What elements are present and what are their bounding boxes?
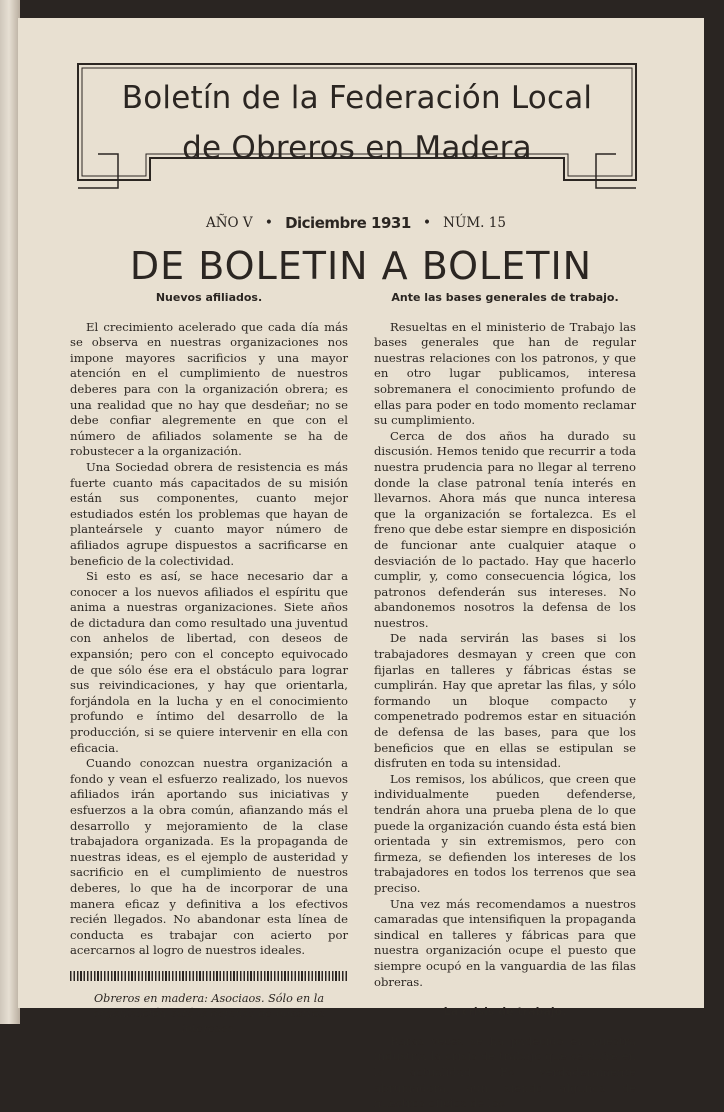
issue-number: NÚM. 15 [443,215,506,231]
main-headline: DE BOLETIN A BOLETIN [129,244,593,288]
article-paragraph: Cerca de dos años ha durado su discusión. Hemos tenido que recurrir a toda nuestra prudencia para no llegar al terreno donde la clase patronal tenía interés en llevarnos. Ahora más que nunca interesa que la organización se fortalezca. Es el freno que debe estar siempre en disposición de funcionar ante cualquier ataque o desviación de lo pactado. Hay que hacerlo cumplir, y, como consecuencia lógica, los patronos defenderán sus intereses. No abandonemos nosotros la defensa de los nuestros. [374,428,636,630]
article-paragraph: Si esto es así, se hace necesario dar a conocer a los nuevos afiliados el espíritu que anima a nuestras organizaciones. Siete años de dictadura dan como resultado una juventud con anhelos de libertad, con deseos de expansión; pero con el concepto equivocado de que sólo ése era el obstáculo para lograr sus reivindicaciones, y hay que orientarla, forjándola en la lucha y en el conocimiento profundo e íntimo del desarrollo de la producción, si se quiere intervenir en ella con eficacia. [70,569,348,755]
article-paragraph: Una vez más recomendamos a nuestros camaradas que intensifiquen la propaganda sindical en talleres y fábricas para que nuestra organización ocupe el puesto que siempre ocupó en la vanguardia de las filas obreras. [374,896,636,989]
ornamental-divider [70,971,348,981]
section-title: Ante las bases generales de trabajo. [391,291,619,304]
article-paragraph: Resueltas en el ministerio de Trabajo las bases generales que han de regular nuestras relaciones con los patronos, y que en otro lugar publicamos, interesa sobremanera el conocimiento profundo de ellas para poder en todo momento reclamar su cumplimiento. [374,319,636,428]
issue-separator: • [264,215,273,231]
article-paragraph: El crecimiento acelerado que cada día más se observa en nuestras organizaciones nos impone mayores sacrificios y una mayor atención en el cumplimiento de nuestros deberes para con la organización obrera; es una realidad que no hay que desdeñar; no se debe confiar alegremente en que con el número de afiliados solamente se ha de robustecer a la organización. [70,319,348,459]
issue-year: AÑO V [206,215,253,231]
masthead-title-line-2: de Obreros en Madera [182,130,532,166]
article-paragraph: Cuando conozcan nuestra organización a fondo y vean el esfuerzo realizado, los nuevos afiliados irán aportando sus iniciativas y esfuerzos a la obra común, afianzando más el desarrollo y mejoramiento de la clase trabajadora organizada. Es la propaganda de nuestras ideas, es el ejemplo de austeridad y sacrificio en el cumplimiento de nuestros deberes, lo que ha de incorporar de una manera eficaz y definitiva a los efectivos recién llegados. No abandonar esta línea de conducta es trabajar con acierto por acercarnos al logro de nuestros ideales. [70,756,348,958]
article-paragraph: De nada servirán las bases si los trabajadores desmayan y creen que con fijarlas en talleres y fábricas éstas se cumplirán. Hay que apretar las filas, y sólo formando un bloque compacto y compenetrado podremos estar en situación de defensa de las bases, para que los beneficios que en ellas se estipulan se disfruten en toda su intensidad. [374,631,636,771]
issue-separator: • [422,215,432,231]
subsection-title: La crisis de trabajo. [443,1005,567,1019]
right-column [374,290,636,1112]
left-column [70,290,348,1036]
issue-date: Diciembre 1931 [285,214,411,232]
article-paragraph: Una Sociedad obrera de resistencia es más fuerte cuanto más capacitados de su misión están sus componentes, cuanto mejor estudiados estén los problemas que hayan de planteársele y cuanto mayor número de afiliados agrupe dispuestos a sacrificarse en beneficio de la colectividad. [70,459,348,568]
masthead-title-line-1: Boletín de la Federación Local [121,80,593,116]
article-paragraph: Raras veces se ha padecido en nuestra industria la crisis de trabajo que se sufre en la actualidad. Es verdaderamente abrumadora; aun siendo algunos de nuestros oficios de los [374,1033,636,1111]
book-binding-edge [0,0,20,1024]
masthead-frame [76,62,638,192]
section-title: Nuevos afiliados. [155,291,263,304]
issue-info [206,214,506,232]
slogan-quote: Obreros en madera: Asociaos. Sólo en la organización está la defensa de nuestros intereses. [93,991,325,1035]
article-paragraph: Los remisos, los abúlicos, que creen que individualmente pueden defenderse, tendrán ahora una prueba plena de lo que puede la organización cuando ésta está bien orientada y sin extremismos, pero con firmeza, se defienden los intereses de los trabajadores en todos los terrenos que sea preciso. [374,771,636,895]
newspaper-page [18,18,704,1111]
